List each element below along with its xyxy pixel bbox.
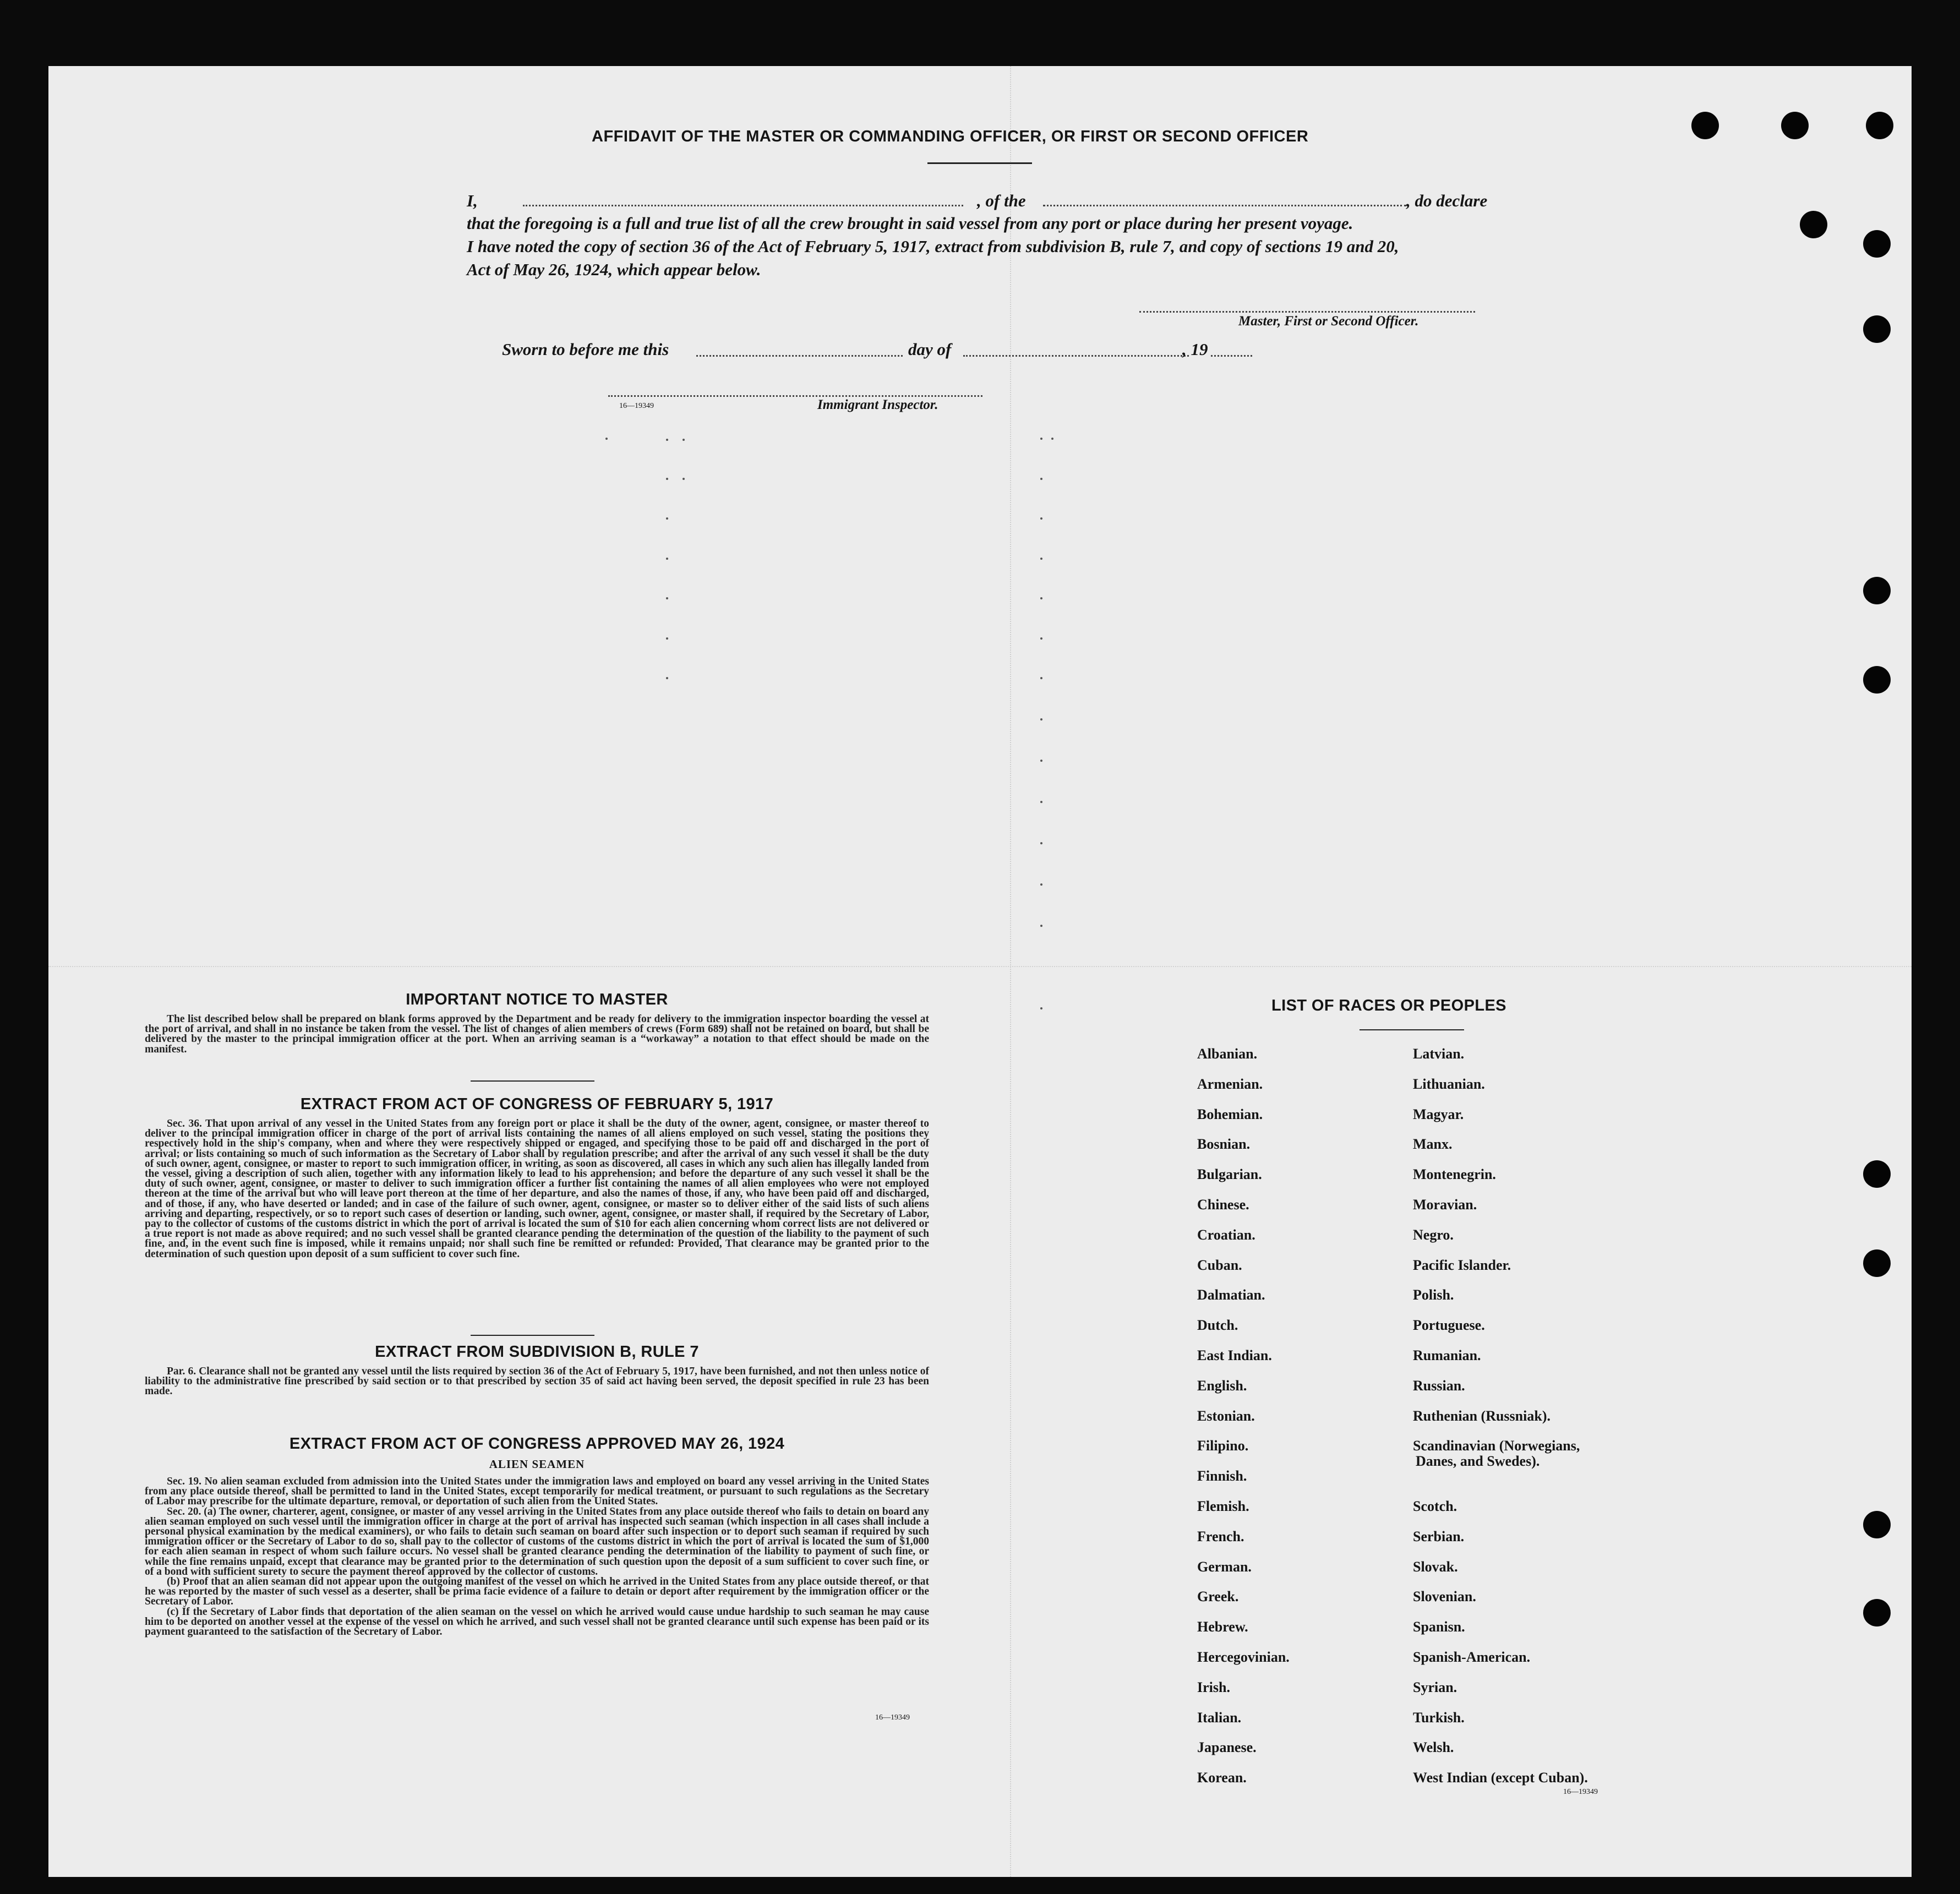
punch-hole-icon	[1866, 112, 1893, 139]
race-item: Syrian.	[1413, 1679, 1457, 1695]
affidavit-form-number: 16—19349	[619, 402, 654, 410]
race-item: Slovak.	[1413, 1558, 1458, 1575]
column-mark	[1040, 718, 1042, 721]
column-mark	[1040, 637, 1042, 640]
affidavit-line2: that the foregoing is a full and true list of all the crew brought in said vessel from any port or place during her present voyage.	[467, 214, 1353, 233]
race-item: Finnish.	[1197, 1468, 1247, 1484]
race-item: Latvian.	[1413, 1046, 1465, 1062]
race-item: Negro.	[1413, 1226, 1454, 1243]
inspector-signature-line	[608, 395, 982, 397]
sworn-prefix: Sworn to before me this	[502, 340, 669, 359]
column-mark	[1040, 478, 1042, 480]
section-divider	[471, 1080, 594, 1082]
column-mark	[1040, 842, 1042, 844]
affidavit-line1-end: , do declare	[1406, 191, 1488, 210]
extract-1924-subtitle: ALIEN SEAMEN	[489, 1458, 585, 1471]
race-item: French.	[1197, 1528, 1244, 1544]
affidavit-line4: Act of May 26, 1924, which appear below.	[467, 260, 761, 279]
punch-hole-icon	[1781, 112, 1809, 139]
race-item: Dalmatian.	[1197, 1287, 1265, 1303]
notice-body: The list described below shall be prepared on blank forms approved by the Department and be ready for delivery to the immigration inspector boarding the vessel at the port of arrival, and shall in no instance be taken from the vessel. The list of changes of alien members of crews (Form 689) shall not be retained on board, but shall be delivered by the master to the principal immigration officer at the port. When an arriving seaman is a “workaway” a notation to that effect should be made on the manifest.	[145, 1013, 929, 1055]
race-item: English.	[1197, 1377, 1247, 1394]
race-item: Italian.	[1197, 1709, 1242, 1726]
sec-20c-text: (c) If the Secretary of Labor finds that deportation of the alien seaman on the vessel on which he arrived would cause undue hardship to such seaman he may cause him to be deported on another vessel at the expense of the vessel on which he arrived, and such vessel shall not be granted clearance until such expense has been paid or its payment guaranteed to the satisfaction of the Secretary of Labor.	[145, 1606, 929, 1638]
race-item: Bosnian.	[1197, 1136, 1251, 1153]
column-mark	[1040, 760, 1042, 762]
column-mark	[683, 478, 685, 480]
punch-hole-icon	[1863, 1249, 1891, 1277]
column-mark	[1040, 677, 1042, 679]
extract-1924-body	[145, 1477, 929, 1637]
races-title: LIST OF RACES OR PEOPLES	[1271, 997, 1506, 1014]
extract-rule7-title: EXTRACT FROM SUBDIVISION B, RULE 7	[375, 1343, 699, 1361]
sec-20a-text: Sec. 20. (a) The owner, charterer, agent, consignee, or master of any vessel arriving in the United States from any place outside thereof who fails to detain on board any alien seaman employed on such vessel until the immigration officer in charge at the port of arrival has inspected such seaman (which inspection in all cases shall include a personal physical examination by the medical examiners), or who fails to detain such seaman on board after such inspection or to deport such seaman if required by such immigration officer or the Secretary of Labor to do so, shall pay to the collector of customs of the customs district in which the port of arrival is located the sum of $1,000 for each alien seaman in respect of whom such failure occurs. No vessel shall be granted clearance pending the determination of the liability to payment of such fine, or while the fine remains unpaid, except that clearance may be granted prior to the determination of such question upon the deposit of a sum sufficient to cover such fine, or of a bond with sufficient surety to secure the payment thereof approved by the collector of customs.	[145, 1505, 929, 1578]
race-item: Irish.	[1197, 1679, 1230, 1695]
column-mark	[1040, 925, 1042, 927]
race-item: Russian.	[1413, 1377, 1465, 1394]
day-of-label: day of	[908, 340, 952, 359]
race-item: Pacific Islander.	[1413, 1257, 1511, 1273]
punch-hole-icon	[1863, 666, 1891, 694]
race-item: Ruthenian (Russniak).	[1413, 1407, 1550, 1424]
horizontal-fold-line	[48, 966, 1912, 967]
column-mark	[666, 439, 668, 441]
name-blank-line	[523, 205, 963, 206]
race-item: Dutch.	[1197, 1317, 1238, 1334]
race-item: Hercegovinian.	[1197, 1649, 1290, 1665]
sworn-year-blank	[1211, 355, 1252, 357]
affidavit-line1-start: I,	[467, 191, 478, 210]
extract-rule7-body: Par. 6. Clearance shall not be granted any vessel until the lists required by section 36 of the Act of February 5, 1917, have been furnished, and not then unless notice of liability to the administrative fine prescribed by said section or to that prescribed by section 35 of said act having been served, the deposit specified in rule 23 has been made.	[145, 1366, 929, 1398]
column-mark	[683, 439, 685, 441]
column-mark	[666, 517, 668, 520]
column-mark	[666, 478, 668, 480]
race-item: Danes, and Swedes).	[1416, 1453, 1540, 1470]
race-item: Manx.	[1413, 1136, 1453, 1153]
race-item: Estonian.	[1197, 1407, 1255, 1424]
sec-19-text: Sec. 19. No alien seaman excluded from admission into the United States under the immigration laws and employed on board any vessel arriving in the United States from any place outside thereof, shall be permitted to land in the United States, except temporarily for medical treatment, or pursuant to such regulations as the Secretary of Labor may prescribe for the ultimate departure, removal, or deportation of such alien from the United States.	[145, 1476, 929, 1508]
race-item: Bulgarian.	[1197, 1166, 1262, 1183]
race-item: Greek.	[1197, 1589, 1239, 1605]
race-item: Filipino.	[1197, 1438, 1249, 1454]
punch-hole-icon	[1863, 230, 1891, 258]
race-item: Rumanian.	[1413, 1347, 1481, 1363]
column-mark	[666, 597, 668, 599]
race-item: Armenian.	[1197, 1076, 1263, 1092]
races-form-number: 16—19349	[1563, 1788, 1598, 1796]
extract-1917-body: Sec. 36. That upon arrival of any vessel in the United States from any foreign port or place it shall be the duty of the owner, agent, consignee, or master thereof to deliver to the principal immigration officer in charge of the port of arrival lists containing the names of all aliens employed on such vessel, stating the positions they respectively hold in the ship's company, when and where they were respectively shipped or engaged, and specifying those to be paid off and discharged in the port of arrival; or lists containing so much of such information as the Secretary of Labor shall by regulation prescribe; and after the arrival of any such vessel it shall be the duty of such owner, agent, consignee, or master to report to such immigration officer, in writing, as soon as discovered, all cases in which any such alien has illegally landed from the vessel, giving a description of such alien, together with any information likely to lead to his apprehension; and before the departure of any such vessel it shall be the duty of such owner, agent, consignee, or master to deliver to such immigration officer a further list containing the names of all alien employees who were not employed thereon at the time of the arrival but who will leave port thereon at the time of her departure, and also the names of those, if any, who have been paid off and discharged, and of those, if any, who have deserted or landed; and in case of the failure of such owner, agent, consignee, or master so to deliver either of the said lists of such aliens arriving and departing, respectively, or so to report such cases of desertion or landing, such owner, agent, consignee, or master shall, if required by the Secretary of Labor, pay to the collector of customs of the customs district in which the port of arrival is located the sum of $10 for each alien concerning whom correct lists are not delivered or a true report is not made as above required; and no such vessel shall be granted clearance pending the determination of the question of the liability to the payment of such fine, and, in the event such fine is imposed, while it remains unpaid; nor shall such fine be remitted or refunded: Provided, That clearance may be granted prior to the determination of such question upon deposit of a sum sufficient to cover such fine.	[145, 1118, 929, 1260]
notice-title: IMPORTANT NOTICE TO MASTER	[406, 991, 668, 1008]
race-item: Korean.	[1197, 1770, 1247, 1786]
race-item: Lithuanian.	[1413, 1076, 1485, 1092]
sworn-day-blank	[696, 355, 903, 357]
race-item: Spanish-American.	[1413, 1649, 1531, 1665]
race-item: Scotch.	[1413, 1498, 1457, 1514]
punch-hole-icon	[1863, 1511, 1891, 1538]
race-item: Flemish.	[1197, 1498, 1249, 1514]
column-mark	[666, 558, 668, 560]
race-item: Slovenian.	[1413, 1589, 1476, 1605]
extract-rule7-section	[145, 1343, 929, 1397]
race-item: Polish.	[1413, 1287, 1454, 1303]
punch-hole-icon	[1800, 211, 1827, 238]
race-item: Turkish.	[1413, 1709, 1465, 1726]
race-item: Serbian.	[1413, 1528, 1465, 1544]
extract-form-number: 16—19349	[875, 1713, 910, 1722]
inspector-caption: Immigrant Inspector.	[817, 397, 938, 412]
year-prefix: , 19	[1182, 340, 1208, 359]
race-item: Welsh.	[1413, 1739, 1454, 1756]
race-item: Hebrew.	[1197, 1619, 1248, 1635]
column-mark	[666, 677, 668, 679]
race-item: West Indian (except Cuban).	[1413, 1770, 1588, 1786]
race-item: Magyar.	[1413, 1106, 1464, 1122]
column-mark	[666, 637, 668, 640]
affidavit-title: AFFIDAVIT OF THE MASTER OR COMMANDING OFFICER, OR FIRST OR SECOND OFFICER	[592, 128, 1309, 145]
race-item: Albanian.	[1197, 1046, 1258, 1062]
affidavit-line1-of-the: , of the	[977, 191, 1026, 210]
race-item: Cuban.	[1197, 1257, 1242, 1273]
notice-section	[145, 991, 929, 1055]
signature-caption: Master, First or Second Officer.	[1238, 314, 1419, 329]
column-mark	[1040, 517, 1042, 520]
extract-1917-title: EXTRACT FROM ACT OF CONGRESS OF FEBRUARY 5, 1917	[300, 1095, 774, 1113]
column-mark	[1051, 438, 1053, 440]
punch-hole-icon	[1863, 577, 1891, 604]
race-item: German.	[1197, 1558, 1252, 1575]
center-fold-line	[1010, 66, 1011, 1877]
affidavit-line3: I have noted the copy of section 36 of the Act of February 5, 1917, extract from subdivision B, rule 7, and copy of sections 19 and 20,	[467, 237, 1399, 256]
column-mark	[1040, 438, 1042, 440]
extract-1917-section	[145, 1095, 929, 1259]
race-item: Chinese.	[1197, 1197, 1249, 1213]
race-item: Scandinavian (Norwegians,	[1413, 1438, 1580, 1454]
section-divider	[471, 1335, 594, 1336]
punch-hole-icon	[1691, 112, 1719, 139]
extract-1924-section	[145, 1435, 929, 1637]
race-item: Croatian.	[1197, 1226, 1255, 1243]
column-mark	[605, 438, 608, 440]
race-item: Montenegrin.	[1413, 1166, 1496, 1183]
sec-20b-text: (b) Proof that an alien seaman did not appear upon the outgoing manifest of the vessel on which he arrived in the United States from any place outside thereof, or that he was reported by the master of such vessel as a deserter, shall be prima facie evidence of a failure to detain or deport after requirement by the immigration officer or the Secretary of Labor.	[145, 1576, 929, 1608]
race-item: Bohemian.	[1197, 1106, 1263, 1122]
punch-hole-icon	[1863, 315, 1891, 343]
race-item: East Indian.	[1197, 1347, 1272, 1363]
punch-hole-icon	[1863, 1160, 1891, 1188]
column-mark	[1040, 597, 1042, 599]
column-mark	[1040, 801, 1042, 803]
column-mark	[1040, 558, 1042, 560]
race-item: Portuguese.	[1413, 1317, 1485, 1334]
vessel-blank-line	[1043, 205, 1406, 206]
column-mark	[1040, 1007, 1042, 1009]
races-title-underline	[1360, 1029, 1464, 1030]
extract-1924-title: EXTRACT FROM ACT OF CONGRESS APPROVED MAY 26, 1924	[289, 1435, 785, 1453]
race-item: Moravian.	[1413, 1197, 1477, 1213]
column-mark	[1040, 883, 1042, 886]
race-item: Japanese.	[1197, 1739, 1257, 1756]
sworn-month-blank	[963, 355, 1189, 357]
signature-line	[1139, 311, 1475, 313]
race-item: Spanisn.	[1413, 1619, 1465, 1635]
title-underline	[927, 162, 1032, 164]
punch-hole-icon	[1863, 1599, 1891, 1626]
